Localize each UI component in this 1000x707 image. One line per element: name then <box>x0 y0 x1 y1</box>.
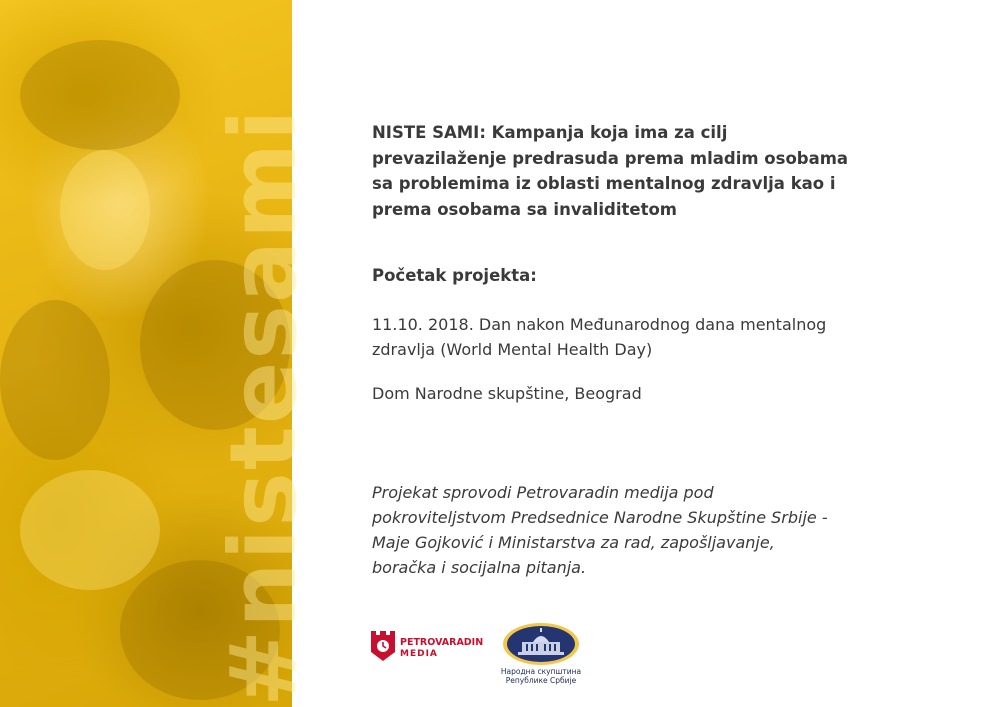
petrovaradin-name: PETROVARADIN <box>400 637 484 648</box>
project-start-label: Početak projekta: <box>372 266 537 285</box>
national-assembly-logo <box>500 622 582 686</box>
photo-shade <box>0 300 110 460</box>
project-sponsor-note: Projekat sprovodi Petrovaradin medija pod pokroviteljstvom Predsednice Narodne Skupštine Srbije - Maje Gojković i Ministarstva za rad, zapošljavanje, boračka i socijalna pitanja. <box>372 483 828 577</box>
project-venue: Dom Narodne skupštine, Beograd <box>372 384 642 403</box>
photo-highlight <box>20 470 160 590</box>
parliament-caption-line1: Народна скупштина <box>500 667 582 676</box>
petrovaradin-media-logo <box>370 630 484 666</box>
campaign-photo <box>0 0 317 707</box>
photo-highlight <box>60 150 150 270</box>
parliament-building-icon <box>500 622 582 666</box>
campaign-hashtag: #nistesami <box>210 107 317 707</box>
project-date: 11.10. 2018. Dan nakon Međunarodnog dana mentalnog zdravlja (World Mental Health Day) <box>372 315 827 359</box>
content-area <box>372 120 852 222</box>
photo-shade <box>20 40 180 150</box>
parliament-caption <box>500 667 582 685</box>
parliament-caption-line2: Републике Србије <box>505 676 577 685</box>
campaign-headline: NISTE SAMI: Kampanja koja ima za cilj prevazilaženje predrasuda prema mladim osobama sa problemima iz oblasti mentalnog zdravlja kao i prema osobama sa invaliditetom <box>372 123 849 219</box>
fortress-clock-icon <box>370 630 396 662</box>
petrovaradin-subtitle: MEDIA <box>400 649 438 659</box>
